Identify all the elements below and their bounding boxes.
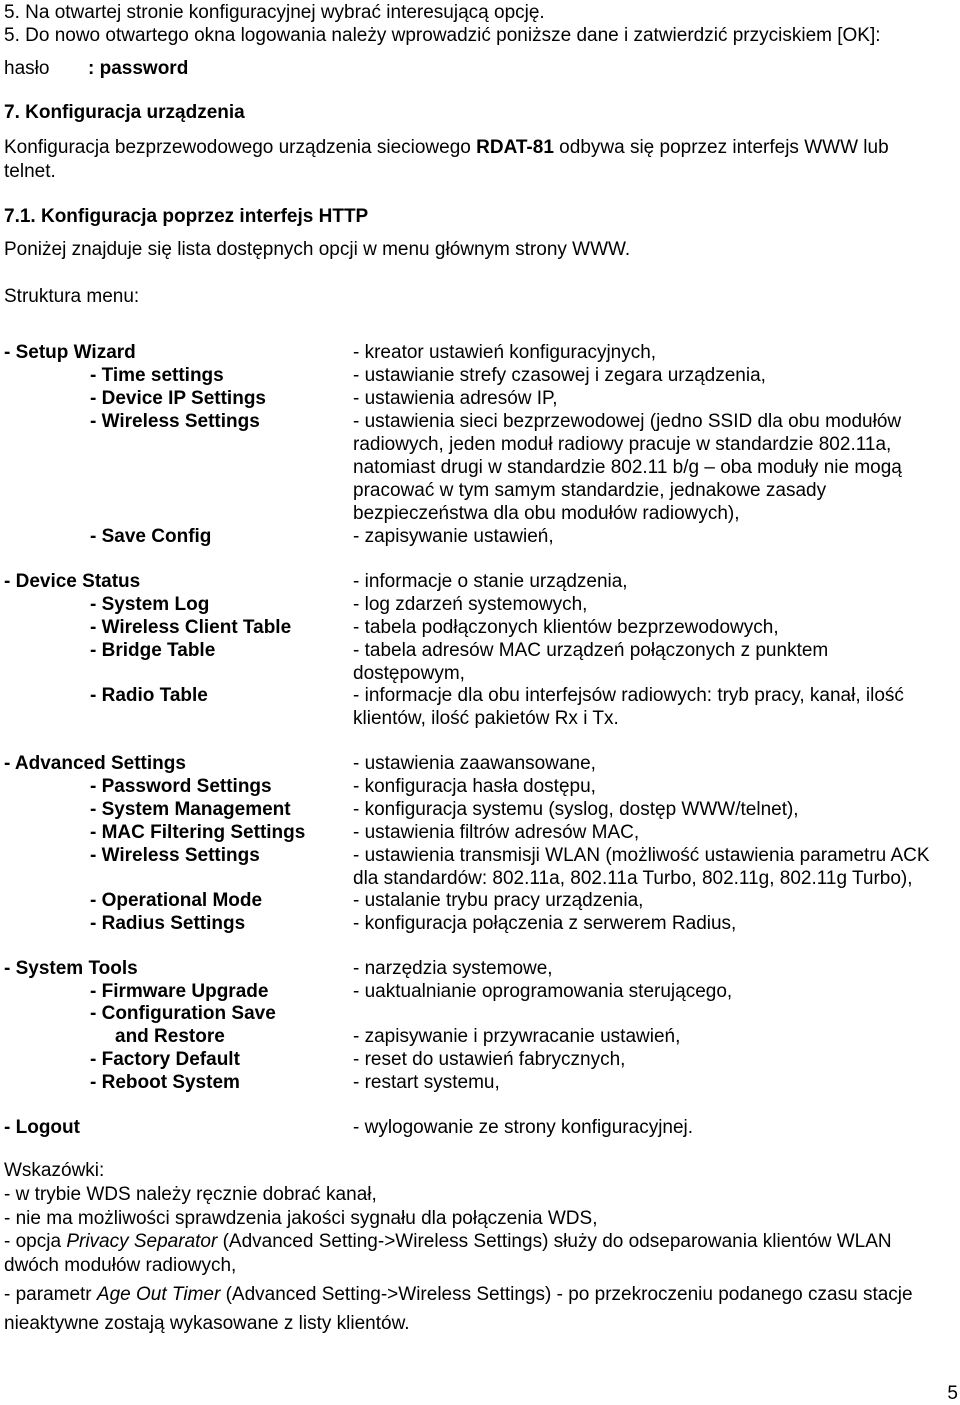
menu-item-description: pracować w tym samym standardzie, jednakowe zasady [353,480,827,501]
menu-item-description: - ustawienia zaawansowane, [353,753,596,774]
menu-item-label: - Firmware Upgrade [90,981,269,1002]
menu-item-label: - Device IP Settings [90,388,266,409]
step-5b: 5. Do nowo otwartego okna logowania należy wprowadzić poniższe dane i zatwierdzić przyciskiem [OK]: [4,25,881,46]
menu-item-label: and Restore [115,1026,225,1047]
menu-item-label: - Save Config [90,526,212,547]
page-number: 5 [947,1383,958,1404]
section-71-intro: Poniżej znajduje się lista dostępnych opcji w menu głównym strony WWW. [4,239,631,260]
menu-item-description: - log zdarzeń systemowych, [353,594,588,615]
menu-item-description: - narzędzia systemowe, [353,958,553,979]
hint-1: - w trybie WDS należy ręcznie dobrać kanał, [4,1184,377,1205]
menu-item-description: - restart systemu, [353,1072,500,1093]
menu-item-description: dostępowym, [353,663,465,684]
menu-item-label: - Bridge Table [90,640,216,661]
menu-item-label: - Operational Mode [90,890,263,911]
menu-item-label: - System Management [90,799,291,820]
hint-4: - parametr Age Out Timer (Advanced Setting->Wireless Settings) - po przekroczeniu podanego czasu stacje [4,1284,913,1305]
menu-item-description: - ustawienia filtrów adresów MAC, [353,822,640,843]
menu-item-label: - MAC Filtering Settings [90,822,306,843]
hint-3-line2: dwóch modułów radiowych, [4,1255,237,1276]
menu-item-description: - kreator ustawień konfiguracyjnych, [353,342,657,363]
menu-item-description: - informacje o stanie urządzenia, [353,571,628,592]
menu-item-label: - Device Status [4,571,141,592]
menu-item-label: - Advanced Settings [4,753,186,774]
menu-item-label: - Radius Settings [90,913,246,934]
menu-item-description: - informacje dla obu interfejsów radiowych: tryb pracy, kanał, ilość [353,685,904,706]
password-label: hasło [4,58,50,79]
menu-item-label: - Reboot System [90,1072,240,1093]
hints-title: Wskazówki: [4,1160,105,1181]
section-7-intro-line2: telnet. [4,161,56,182]
hint-2: - nie ma możliwości sprawdzenia jakości sygnału dla połączenia WDS, [4,1208,598,1229]
menu-item-label: - System Tools [4,958,138,979]
hint-3: - opcja Privacy Separator (Advanced Setting->Wireless Settings) służy do odseparowania klientów WLAN [4,1231,892,1252]
menu-item-description: - wylogowanie ze strony konfiguracyjnej. [353,1117,694,1138]
password-value: : password [88,58,189,79]
hint-4-line2: nieaktywne zostają wykasowane z listy klientów. [4,1313,410,1334]
menu-item-description: - ustawienia transmisji WLAN (możliwość ustawienia parametru ACK [353,845,930,866]
menu-item-description: - konfiguracja systemu (syslog, dostęp WWW/telnet), [353,799,799,820]
menu-item-description: klientów, ilość pakietów Rx i Tx. [353,708,619,729]
menu-item-label: - Setup Wizard [4,342,136,363]
menu-item-description: - uaktualnianie oprogramowania sterującego, [353,981,733,1002]
menu-item-description: - ustawienia adresów IP, [353,388,558,409]
menu-item-label: - Configuration Save [90,1003,276,1024]
menu-item-description: - zapisywanie i przywracanie ustawień, [353,1026,681,1047]
menu-item-label: - Logout [4,1117,80,1138]
menu-item-label: - Wireless Settings [90,845,260,866]
menu-item-description: - tabela adresów MAC urządzeń połączonych z punktem [353,640,829,661]
age-out-timer-term: Age Out Timer [96,1284,221,1305]
menu-item-description: bezpieczeństwa dla obu modułów radiowych), [353,503,740,524]
menu-item-description: radiowych, jeden moduł radiowy pracuje w standardzie 802.11a, [353,434,892,455]
menu-item-label: - Password Settings [90,776,272,797]
menu-item-description: - zapisywanie ustawień, [353,526,554,547]
menu-item-description: - ustawienia sieci bezprzewodowej (jedno SSID dla obu modułów [353,411,902,432]
step-5a: 5. Na otwartej stronie konfiguracyjnej wybrać interesującą opcję. [4,2,545,23]
menu-item-label: - Wireless Client Table [90,617,292,638]
menu-item-label: - Factory Default [90,1049,240,1070]
menu-item-description: - tabela podłączonych klientów bezprzewodowych, [353,617,779,638]
menu-item-description: dla standardów: 802.11a, 802.11a Turbo, 802.11g, 802.11g Turbo), [353,868,913,889]
menu-item-label: - System Log [90,594,210,615]
menu-item-label: - Time settings [90,365,224,386]
section-71-heading: 7.1. Konfiguracja poprzez interfejs HTTP [4,206,369,227]
section-7-intro: Konfiguracja bezprzewodowego urządzenia sieciowego RDAT-81 odbywa się poprzez interfejs WWW lub [4,137,889,158]
menu-structure-label: Struktura menu: [4,286,140,307]
menu-item-description: - reset do ustawień fabrycznych, [353,1049,626,1070]
privacy-separator-term: Privacy Separator [66,1231,218,1252]
menu-item-description: natomiast drugi w standardzie 802.11 b/g – oba moduły nie mogą [353,457,902,478]
device-model: RDAT-81 [476,137,554,158]
menu-item-description: - ustalanie trybu pracy urządzenia, [353,890,644,911]
section-7-heading: 7. Konfiguracja urządzenia [4,102,245,123]
menu-item-label: - Wireless Settings [90,411,260,432]
menu-item-description: - konfiguracja hasła dostępu, [353,776,596,797]
menu-item-description: - konfiguracja połączenia z serwerem Radius, [353,913,737,934]
menu-item-label: - Radio Table [90,685,208,706]
menu-item-description: - ustawianie strefy czasowej i zegara urządzenia, [353,365,766,386]
